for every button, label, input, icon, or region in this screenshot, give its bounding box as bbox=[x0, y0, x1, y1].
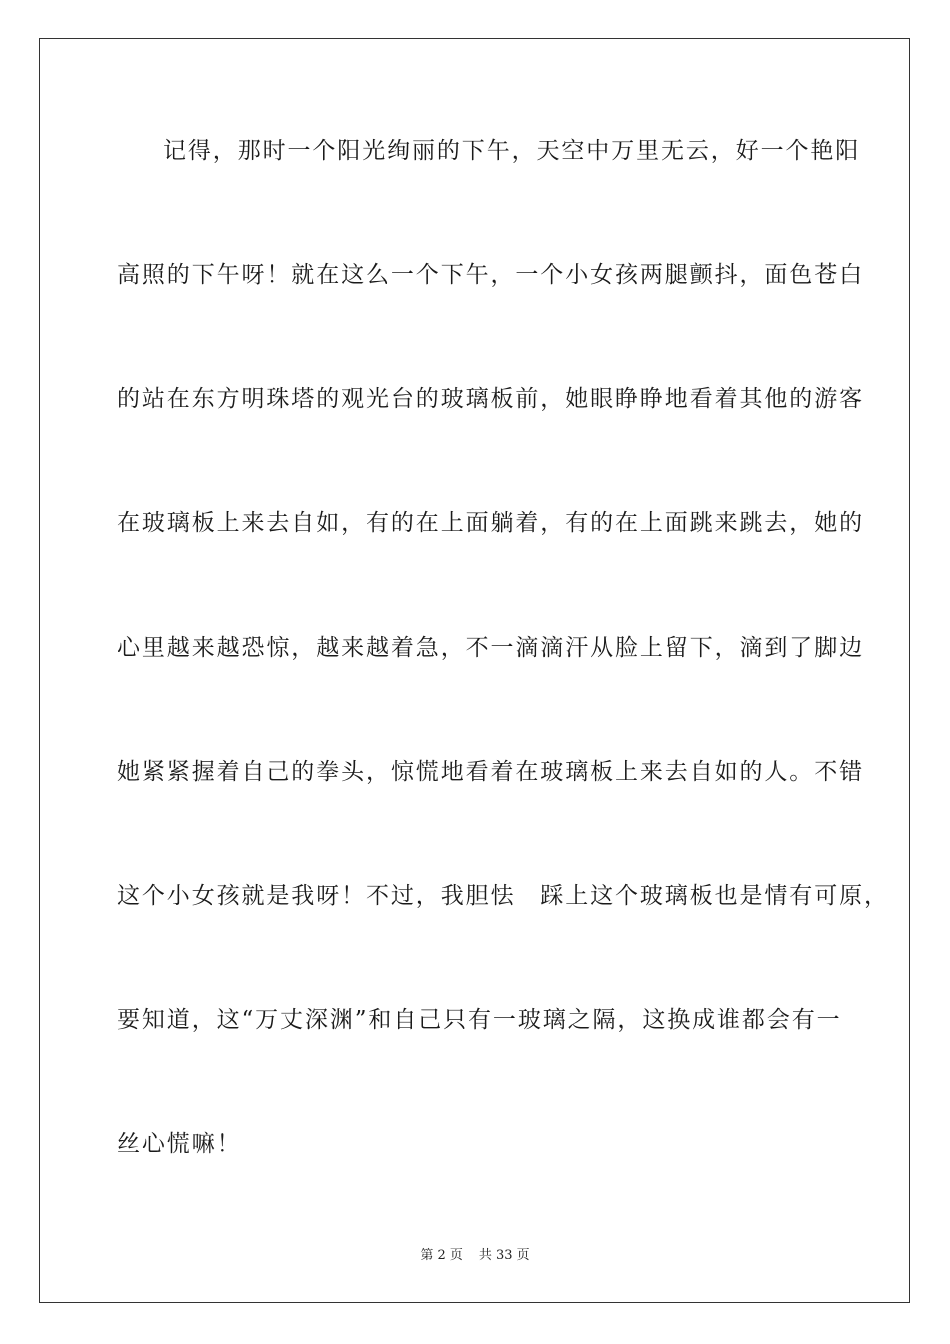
text-line: 要知道，这“万丈深渊”和自己只有一玻璃之隔，这换成谁都会有一 bbox=[117, 1007, 842, 1033]
text-line: 高照的下午呀！就在这么一个下午，一个小女孩两腿颤抖，面色苍白 bbox=[117, 262, 864, 288]
text-line: 记得，那时一个阳光绚丽的下午，天空中万里无云，好一个艳阳 bbox=[163, 138, 861, 164]
text-line: 的站在东方明珠塔的观光台的玻璃板前，她眼睁睁地看着其他的游客 bbox=[117, 386, 864, 412]
text-line: 丝心慌嘛！ bbox=[117, 1131, 242, 1157]
text-line: 在玻璃板上来去自如，有的在上面躺着，有的在上面跳来跳去，她的 bbox=[117, 510, 864, 536]
page-total: 共 33 页 bbox=[478, 1248, 530, 1263]
page-border bbox=[39, 38, 910, 1303]
text-line: 心里越来越恐惊，越来越着急，不一滴滴汗从脸上留下，滴到了脚边 bbox=[117, 635, 864, 661]
text-line: 她紧紧握着自己的拳头，惊慌地看着在玻璃板上来去自如的人。不错 bbox=[117, 759, 864, 785]
text-line: 这个小女孩就是我呀！不过，我胆怯 踩上这个玻璃板也是情有可原， bbox=[117, 883, 889, 909]
page-number: 第 2 页 bbox=[420, 1248, 463, 1263]
page-footer bbox=[0, 1246, 950, 1266]
